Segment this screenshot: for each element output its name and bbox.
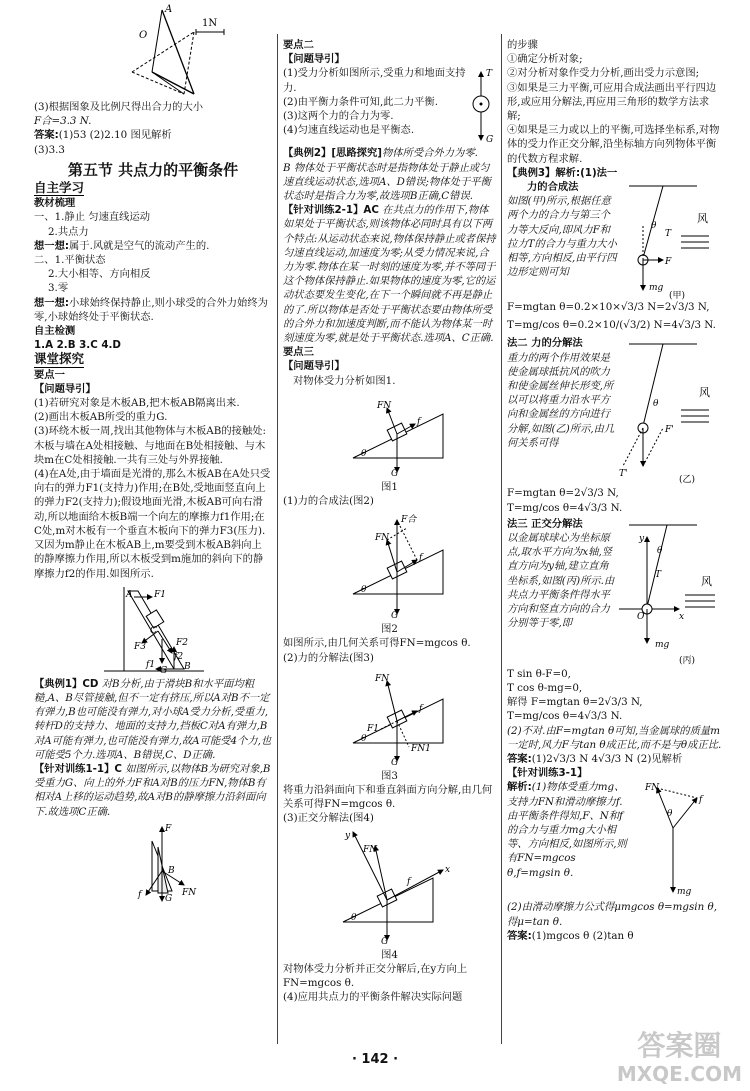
label-fn: FN (375, 673, 390, 684)
question-10: (3)正交分解法(图4) (283, 812, 374, 825)
label-fhe: F合 (401, 515, 417, 526)
example1-label: 【典例1】CD (34, 677, 99, 690)
training2 (283, 203, 496, 345)
label-f: f (419, 553, 423, 564)
heading-self-check: 自主检测 (34, 325, 76, 338)
label-f1: F1 (367, 723, 379, 734)
label-f2: F2 (176, 637, 188, 648)
training3-text (507, 780, 627, 879)
eq-4: T=mg/cos θ=4√3/3 N. (507, 501, 623, 514)
board-force-figure (34, 583, 272, 675)
figure-yi-caption: (乙) (679, 475, 696, 486)
figure-3 (283, 667, 496, 767)
question-12: (4)应用共点力的平衡条件解决实际问题 (283, 991, 463, 1004)
watermark-logo (616, 1029, 742, 1088)
training2-label: 【针对训练2-1】AC (283, 204, 379, 217)
answer4 (507, 929, 722, 943)
answer-label: 答案: (34, 129, 59, 142)
label-o: O (637, 611, 645, 622)
intro-line1: (3)根据图象及比例尺得出合力的大小 (34, 101, 204, 113)
label-g: G (391, 611, 399, 621)
training3-text2: (2)由滑动摩擦力公式得μmgcos θ=mgsin θ,得μ=tan θ. (507, 901, 717, 928)
label-g: G (160, 665, 168, 675)
label-y: y (639, 533, 645, 544)
answer4-label: 答案: (507, 929, 532, 942)
label-b: B (168, 865, 175, 876)
question-2: (2)由平衡力条件可知,此二力平衡. (283, 95, 438, 108)
question-2: (2)画出木板AB所受的重力G. (34, 411, 168, 424)
label-t: T (655, 569, 662, 580)
method3-title: 法三 正交分解法 (507, 517, 583, 530)
label-theta: θ (361, 585, 367, 596)
label-theta: θ (351, 912, 357, 923)
question-6: (1)力的合成法(图2) (283, 495, 374, 508)
label-f3: F3 (134, 641, 146, 652)
step-3: ③如果是三力平衡,可应用合成法画出平行四边形,或应用分解法,再应用三角形的数学方法求解; (507, 81, 717, 123)
step-2: ②对分析对象作受力分析,画出受力示意图; (507, 67, 700, 80)
label-x: x (679, 611, 685, 622)
heading-guide1: 【问题导引】 (34, 382, 96, 395)
answer-line (34, 128, 272, 142)
label-theta: θ (361, 448, 367, 459)
example2-text: B 物体处于平衡状态时是指物体处于静止或匀速直线运动状态,选项A、D错误;物体处于平衡状态时是指合力为零,故选项B正确,C错误. (283, 161, 491, 203)
heading-point3: 要点三 (283, 346, 314, 359)
column-left (34, 0, 272, 905)
figure-1 (283, 390, 496, 478)
label-fp: F' (665, 425, 674, 436)
eq-1: F=mgtan θ=0.2×10×√3/3 N=2√3/3 N, (507, 301, 710, 314)
method2-text: 重力的两个作用效果是使金属球抵抗风的吹力和使金属丝伸长形变,所以可以将重力沿水平方向和金属丝的方向进行分解,如图(乙)所示,由几何关系可得 (507, 351, 615, 449)
label-f: f (407, 876, 411, 887)
text-line: 二、1.平衡状态 (34, 254, 106, 267)
step-intro: 的步骤 (507, 39, 538, 51)
label-b: B (184, 661, 191, 672)
label-wind: 风 (699, 386, 710, 400)
text-line: 一、1.静止 匀速直线运动 (34, 211, 151, 224)
question-9: 将重力沿斜面向下和垂直斜面方向分解,由几何关系可得FN=mgcos θ. (283, 784, 493, 811)
column-right (507, 38, 722, 943)
label-fn: FN (182, 887, 197, 898)
think-text: 属于.风就是空气的流动产生的. (69, 239, 210, 252)
watermark-line1: 答案圈 (637, 1029, 722, 1062)
think-label: 想一想: (34, 239, 70, 252)
training3-block (507, 780, 722, 900)
heading-point1: 要点一 (34, 368, 65, 381)
label-wind: 风 (697, 212, 708, 226)
label-f1: F1 (154, 589, 166, 600)
label-fn: FN (363, 844, 378, 855)
method3-block (507, 517, 722, 667)
example2 (283, 146, 496, 160)
label-theta: θ (653, 399, 659, 410)
answer3-label: 答案: (507, 753, 532, 766)
example3-label: 【典例3】解析: (507, 166, 581, 179)
label-fn1: FN1 (411, 743, 431, 754)
section-title: 第五节 共点力的平衡条件 (67, 160, 239, 179)
figure-jia-caption: (甲) (669, 291, 686, 301)
part2-text: (2)不对.由F=mgtan θ可知,当金属球的质量m一定时,风力F与tan θ成正比,而不是与θ成正比. (507, 724, 722, 751)
text-line: 2.大小相等、方向相反 (48, 268, 151, 281)
label-mg: mg (649, 283, 664, 294)
label-theta: θ (361, 733, 367, 744)
column-divider (501, 34, 502, 1044)
ball-force-figure (466, 66, 496, 146)
incline-triangle-figure (627, 780, 722, 900)
question-5: 对物体受力分析如图1. (293, 374, 396, 387)
example3-head (507, 166, 722, 180)
eq-5: T sin θ-F=0, (507, 667, 571, 680)
eq-7: 解得 F=mgtan θ=2√3/3 N, (507, 696, 643, 709)
heading-guide3: 【问题导引】 (283, 360, 345, 373)
question-4: (4)在A处,由于墙面是光滑的,那么木板AB在A处只受向右的弹力F1(支持力)作用;在B处,受地面竖直向上的弹力F2(支持力);假设地面光滑,木板AB可向右滑动,所以地面给木板B端一个向左的摩擦力f1作用;在C处,m对木板有一个垂直木板向下的弹力F3(压力).又因为m静止在木板AB上,m要受到木板AB斜向上的静摩擦力作用,所以木板受到m施加的斜向下的静摩擦力f2的作用.如图所示. (34, 468, 271, 580)
label-fn: FN (377, 400, 392, 411)
figure-1-caption: 图1 (381, 480, 398, 493)
answer4-text: (1)mgcos θ (2)tan θ (531, 929, 634, 942)
parallelogram-figure (34, 2, 272, 98)
label-f2-friction: f2 (174, 651, 184, 662)
example2-label: 【典例2】[思路探究] (283, 147, 382, 160)
label-g: G (391, 468, 399, 478)
method2-title: 法二 力的分解法 (507, 337, 583, 350)
eq-8: T=mg/cos θ=4√3/3 N. (507, 710, 623, 723)
label-f: f (699, 795, 703, 806)
question-3: (3)这两个力的合力为零. (283, 110, 394, 123)
figure-2 (283, 510, 496, 620)
figure-jia (619, 180, 722, 300)
column-divider (277, 34, 278, 1044)
label-tp: T' (619, 469, 628, 480)
eq-2: T=mg/cos θ=0.2×10/(√3/2) N=4√3/3 N. (507, 319, 716, 332)
training3-label: 【针对训练3-1】 (507, 767, 588, 780)
figure-3-caption: 图3 (381, 769, 398, 782)
example2-hint: 物体所受合外力为零. (381, 147, 478, 160)
text-line (34, 296, 272, 324)
text-line (34, 239, 272, 253)
heading-point2: 要点二 (283, 39, 314, 51)
analysis-text: (1)物体受重力mg、支持力FN和滑动摩擦力f.由平衡条件得知,F、N和f的合力与重力mg大小相等、方向相反,如图所示,则有FN=mgcos θ,f=mgsin θ. (507, 781, 627, 879)
figure-2-caption: 图2 (381, 623, 398, 636)
text-line: 3.零 (48, 282, 69, 295)
answer3 (507, 752, 722, 766)
label-f: f (419, 703, 423, 714)
label-fn: FN (645, 783, 660, 794)
column-middle (283, 38, 496, 1005)
heading-textbook: 教材梳理 (34, 197, 76, 210)
guide2-block (283, 66, 496, 146)
training2-text: 在共点力的作用下,物体如果处于平衡状态,则该物体必同时具有以下两个特点:从运动状态来说,物体保持静止或者保持匀速直线运动,加速度为零;从受力情况来说,合力为零.物体在某一时刻的速度为零,并不等同于这个物体保持静止.如果物体的速度为零,它的运动状态要发生变化,在下一个瞬间就不再是静止的了.所以物体是否处于平衡状态要由物体所受的合外力和加速度判断,而不能认为物体某一时刻速度为零,就是处于平衡状态.选项A、C正确. (283, 204, 496, 345)
label-theta: θ (667, 809, 673, 820)
label-f: F (665, 257, 672, 268)
heading-guide2: 【问题导引】 (283, 53, 345, 66)
answer-line2: (3)3.3 (34, 143, 65, 156)
label-f1-friction: f1 (146, 659, 156, 670)
training1-text: 如图所示,以物体B为研究对象,B受重力G、向上的外力F和A对B的压力FN,物体B有相对A上移的运动趋势,故A对B的静摩擦力沿斜面向下.故选项C正确. (34, 762, 271, 818)
answer3-text: (1)2√3/3 N 4√3/3 N (2)见解析 (531, 753, 683, 766)
method1-text: 如图(甲)所示,根据任意两个力的合力与第三个力等大反向,即风力F和拉力T的合力与重力大小相等,方向相反,由平行四边形定则可知 (507, 195, 617, 279)
question-11: 对物体受力分析并正交分解后,在y方向上FN=mgcos θ. (283, 962, 468, 990)
label-theta: θ (651, 221, 657, 232)
answer-text: (1)53 (2)2.10 图见解析 (58, 129, 172, 142)
text-line: 2.共点力 (48, 225, 89, 238)
method1-block (507, 180, 722, 300)
step-4: ④如果是三力或以上的平衡,可选择坐标系,对物体的受力作正交分解,沿坐标轴方向列物体平衡的代数方程求解. (507, 124, 720, 165)
eq-3: F=mgtan θ=2√3/3 N, (507, 487, 619, 500)
think-label: 想一想: (34, 296, 70, 309)
label-f: f (138, 889, 142, 900)
heading-classroom: 课堂探究 (34, 351, 85, 367)
method3-text: 以金属球球心为坐标原点,取水平方向为x轴,竖直方向为y轴,建立直角坐标系,如图(丙)所示.由共点力平衡条件得水平方向和竖直方向的合力分别等于零,即 (507, 532, 615, 630)
example3-method1: (1)法一 (580, 166, 618, 179)
label-c: C (150, 625, 157, 636)
label-g: G (165, 893, 173, 903)
label-x: x (445, 864, 451, 875)
figure-4 (283, 828, 496, 946)
label-t: T (665, 229, 672, 240)
question-7: 如图所示,由几何关系可得FN=mgcos θ. (283, 637, 471, 650)
figure-bing-caption: (丙) (679, 655, 696, 666)
figure-4-caption: 图4 (381, 948, 398, 961)
analysis-label: 解析: (507, 781, 532, 794)
question-1: (1)若研究对象是木板AB,把木板AB隔离出来. (34, 397, 240, 410)
training1 (34, 762, 272, 819)
eq-6: T cos θ-mg=0, (507, 682, 583, 695)
scale-label: 1N (202, 18, 218, 29)
label-g: G (391, 757, 399, 767)
heading-self-study: 自主学习 (34, 180, 85, 196)
training1-label: 【针对训练1-1】C (34, 762, 122, 775)
figure-bing (619, 517, 722, 667)
label-y: y (345, 830, 351, 841)
label-t: T (486, 69, 493, 80)
intro-line2: F合=3.3 N. (34, 115, 92, 128)
example1-text: 对B分析,由于滑块B和水平面均粗糙,A、B尽管接触,但不一定有挤压,所以A对B不一定有弹力,B也可能没有弹力,对小球A受力分析,受重力,转杆D的支持力、地面的支持力,挡板C对A有弹力,B对A可能有弹力,也可能没有弹力,故A可能受4个力,也可能受5个力.选项A、B错误,C、D正确. (34, 677, 272, 761)
self-check-answers: 1.A 2.B 3.C 4.D (34, 339, 121, 352)
label-g: G (486, 135, 494, 146)
question-4: (4)匀速直线运动也是平衡态. (283, 124, 415, 137)
example1 (34, 677, 272, 762)
method1-title: 力的合成法 (527, 181, 579, 194)
step-1: ①确定分析对象; (507, 53, 583, 66)
wedge-force-figure (34, 821, 272, 903)
watermark-line2: MXQE.COM (616, 1062, 742, 1086)
label-f: f (417, 416, 421, 427)
label-mg: mg (655, 639, 670, 650)
question-3: (3)环绕木板一周,找出其他物体与木板AB的接触处:木板与墙在A处相接触、与地面在B处相接触、与木块m在C处相接触.一共有三处与外界接触. (34, 425, 266, 466)
method2-block (507, 336, 722, 486)
label-a: A (126, 589, 133, 600)
fig-label-a: A (165, 4, 173, 15)
question-8: (2)力的分解法(图3) (283, 651, 374, 664)
label-mg: mg (677, 887, 692, 898)
label-fn: FN (375, 533, 390, 544)
figure-yi (619, 336, 722, 486)
think-text: 小球始终保持静止,则小球受的合外力始终为零,小球始终处于平衡状态. (34, 296, 268, 323)
label-g: G (381, 936, 389, 946)
label-f-up: F (165, 823, 172, 834)
question-1: (1)受力分析如图所示,受重力和地面支持力. (283, 67, 466, 94)
label-theta: θ (657, 545, 663, 556)
label-wind: 风 (701, 574, 712, 588)
fig-label-o: O (139, 30, 148, 41)
page-number: · 142 · (351, 1052, 399, 1067)
